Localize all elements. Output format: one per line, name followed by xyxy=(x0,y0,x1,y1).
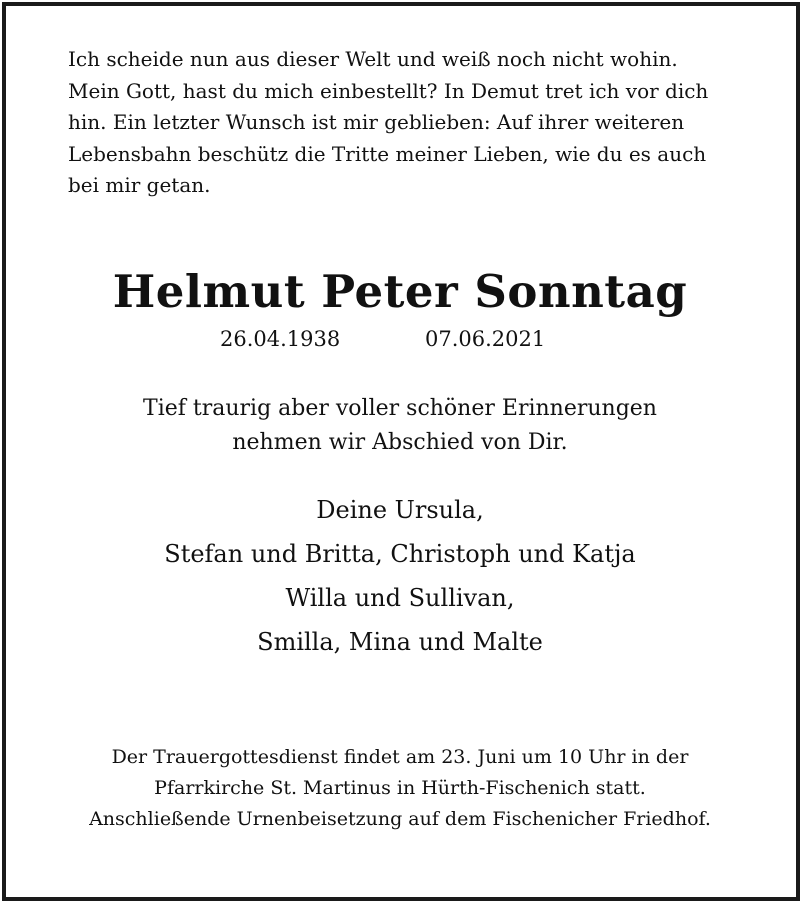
life-dates xyxy=(0,322,800,356)
mourning-text xyxy=(0,392,800,460)
service-line: Anschließende Urnenbeisetzung auf dem Fischenicher Friedhof. xyxy=(89,808,711,830)
poem-line: bei mir getan. xyxy=(68,173,211,197)
birth-date: 26.04.1938 xyxy=(220,327,341,351)
funeral-service-info xyxy=(0,742,800,835)
deceased-name: Helmut Peter Sonntag xyxy=(112,265,688,318)
poem-text xyxy=(68,44,758,202)
death-date: 07.06.2021 xyxy=(425,327,546,351)
poem-line: hin. Ein letzter Wunsch ist mir geblieben: Auf ihrer weiteren xyxy=(68,110,685,134)
family-signatures xyxy=(0,488,800,664)
service-line: Der Trauergottesdienst findet am 23. Juni um 10 Uhr in der xyxy=(111,746,689,768)
mourning-line: nehmen wir Abschied von Dir. xyxy=(232,430,568,455)
poem-line: Lebensbahn beschütz die Tritte meiner Lieben, wie du es auch xyxy=(68,141,707,166)
poem-line: Mein Gott, hast du mich einbestellt? In Demut tret ich vor dich xyxy=(68,78,709,103)
mourning-line: Tief traurig aber voller schöner Erinnerungen xyxy=(143,396,657,421)
service-line: Pfarrkirche St. Martinus in Hürth-Fischenich statt. xyxy=(154,777,646,799)
family-line: Smilla, Mina und Malte xyxy=(257,628,543,656)
family-line: Stefan und Britta, Christoph und Katja xyxy=(164,540,636,568)
family-line: Willa und Sullivan, xyxy=(285,584,515,612)
poem-line: Ich scheide nun aus dieser Welt und weiß noch nicht wohin. xyxy=(68,47,678,71)
family-line: Deine Ursula, xyxy=(316,496,484,524)
